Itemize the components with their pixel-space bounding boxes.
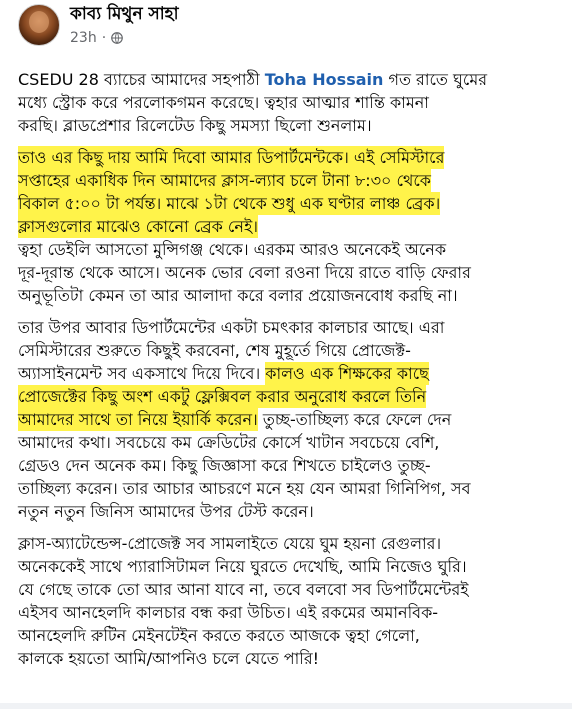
paragraph-4 — [18, 532, 556, 670]
post-timestamp[interactable]: 23h — [70, 30, 97, 46]
highlighted-text: আমাদের সাথে তা নিয়ে ইয়ার্কি করেন। — [18, 410, 258, 429]
highlighted-text: বিকাল ৫:০০ টা পর্যন্ত। মাঝে ১টা থেকে শুধু এক ঘণ্টার লাঞ্চ ব্রেক। — [18, 194, 441, 213]
paragraph-3 — [18, 316, 556, 523]
text-segment: অ্যাসাইনমেন্ট সব একসাথে দিয়ে দিবে। — [18, 364, 266, 383]
paragraph-1 — [18, 68, 556, 137]
text-line: কালকে হয়তো আমি/আপনিও চলে যেতে পারি! — [18, 649, 320, 668]
text-line — [18, 362, 556, 385]
text-line — [18, 68, 556, 91]
text-line: তাচ্ছিল্য করেন। তার আচার আচরণে মনে হয় যেন আমরা গিনিপিগ, সব — [18, 479, 471, 498]
text-segment: CSEDU 28 ব্যাচের আমাদের সহপাঠী — [18, 70, 265, 89]
text-line: তার উপর আবার ডিপার্টমেন্টের একটা চমৎকার কালচার আছে। এরা — [18, 318, 445, 337]
highlighted-text: কালও এক শিক্ষকের কাছে — [265, 364, 429, 383]
post-meta — [70, 2, 179, 48]
highlighted-text: প্রোজেক্টের কিছু অংশ একটু ফ্লেক্সিবল করার অনুরোধ করলে তিনি — [18, 387, 427, 406]
post-bottom-border — [0, 703, 572, 709]
text-line: আনহেলদি রুটিন মেইনটেইন করতে করতে আজকে ত্বহা গেলো, — [18, 626, 420, 645]
post-time-row — [70, 28, 179, 48]
highlighted-line — [18, 215, 556, 238]
highlighted-text: ক্লাসগুলোর মাঝেও কোনো ব্রেক নেই। — [18, 217, 258, 236]
text-line: আমাদের কথা। সবচেয়ে কম ক্রেডিটের কোর্সে খাটান সবচেয়ে বেশি, — [18, 433, 440, 452]
text-line: অনুভূতিটা কেমন তা আর আলাদা করে বলার প্রয়োজনবোধ করছি না। — [18, 286, 458, 305]
post-header — [18, 4, 179, 54]
text-segment: তুচ্ছ-তাচ্ছিল্য করে ফেলে দেন — [257, 410, 452, 429]
text-segment: গত রাতে ঘুমের — [383, 70, 488, 89]
highlighted-line — [18, 385, 556, 408]
text-line: যে গেছে তাকে তো আর আনা যাবে না, তবে বলবো সব ডিপার্টমেন্টেরই — [18, 580, 469, 599]
text-line: করছি। ব্লাডপ্রেশার রিলেটেড কিছু সমস্যা ছিলো শুনলাম। — [18, 116, 372, 135]
text-line: দূর-দূরান্ত থেকে আসে। অনেক ভোর বেলা রওনা দিয়ে রাতে বাড়ি ফেরার — [18, 263, 471, 282]
text-line: এইসব আনহেলদি কালচার বন্ধ করা উচিত। এই রকমের অমানবিক- — [18, 603, 439, 622]
paragraph-2 — [18, 146, 556, 307]
text-line: অনেককেই সাথে প্যারাসিটামল নিয়ে ঘুরতে দেখেছি, আমি নিজেও ঘুরি। — [18, 557, 467, 576]
highlighted-text: সপ্তাহের একাধিক দিন আমাদের ক্লাস-ল্যাব চলে টানা ৮:৩০ থেকে — [18, 171, 431, 190]
meta-separator: · — [101, 30, 107, 46]
mention-link[interactable]: Toha Hossain — [264, 70, 384, 89]
text-line: ত্বহা ডেইলি আসতো মুন্সিগঞ্জ থেকে। এরকম আরও অনেকেই অনেক — [18, 240, 447, 259]
text-line: সেমিস্টারের শুরুতে কিছুই করবেনা, শেষ মুহূর্তে গিয়ে প্রোজেক্ট- — [18, 341, 411, 360]
text-line: ক্লাস-অ্যাটেন্ডেন্স-প্রোজেক্ট সব সামলাইতে যেয়ে ঘুম হয়না রেগুলার। — [18, 534, 442, 553]
text-line: নতুন নতুন জিনিস আমাদের উপর টেস্ট করেন। — [18, 502, 314, 521]
text-line — [18, 408, 556, 431]
text-line: মধ্যে স্ট্রোক করে পরলোকগমন করেছে। ত্বহার আত্মার শান্তি কামনা — [18, 93, 429, 112]
highlighted-text: তাও এর কিছু দায় আমি দিবো আমার ডিপার্টমেন্টকে। এই সেমিস্টারে — [18, 148, 445, 167]
post-body — [18, 68, 556, 679]
author-avatar[interactable] — [18, 4, 60, 46]
highlighted-line — [18, 192, 556, 215]
highlighted-line — [18, 146, 556, 169]
highlighted-line — [18, 169, 556, 192]
globe-icon[interactable] — [111, 32, 123, 44]
author-name[interactable]: কাব্য মিথুন সাহা — [70, 4, 179, 24]
text-line: গ্রেডও দেন অনেক কম। কিছু জিজ্ঞাসা করে শিখতে চাইলেও তুচ্ছ- — [18, 456, 431, 475]
